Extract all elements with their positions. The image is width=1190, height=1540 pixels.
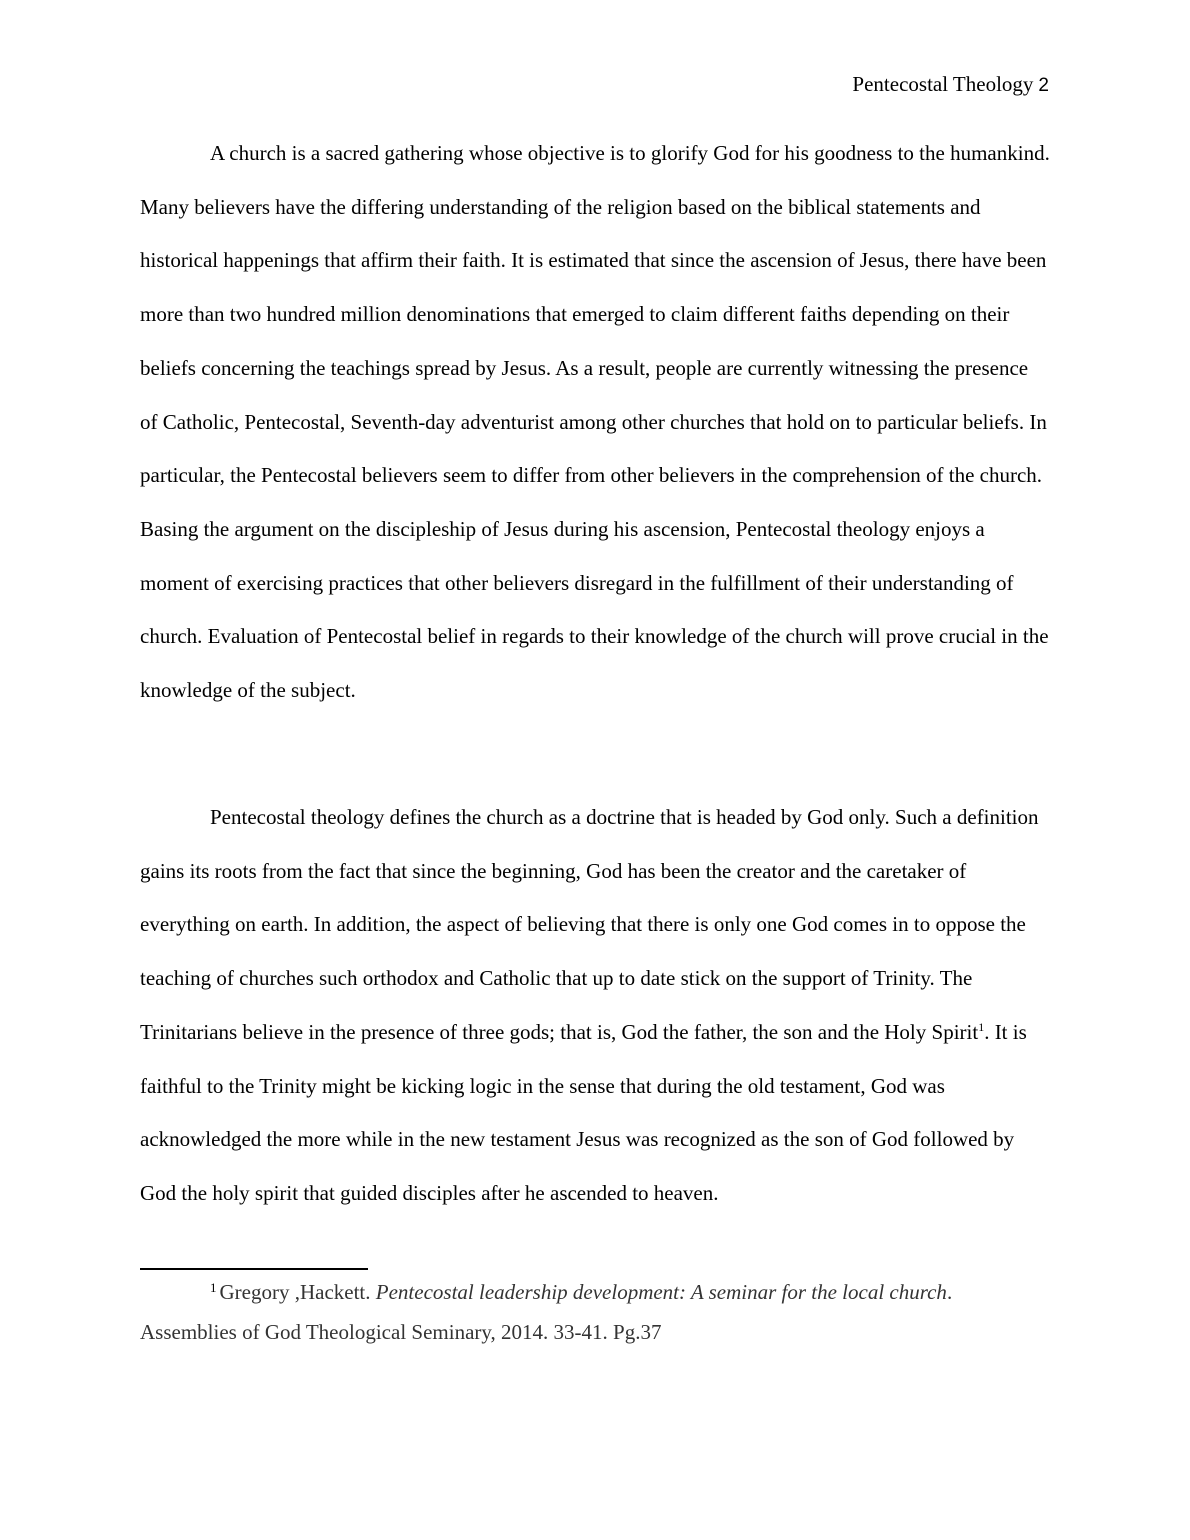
footnote-marker: 1: [210, 1280, 217, 1295]
running-header: [852, 70, 1049, 100]
footnote-reference[interactable]: 1: [978, 1019, 985, 1034]
footnote-title: Pentecostal leadership development: A seminar for the local church: [375, 1280, 947, 1304]
running-title: Pentecostal Theology: [852, 72, 1034, 96]
page-number: 2: [1038, 75, 1049, 96]
paragraph-text-after-ref: . It is faithful to the Trinity might be kicking logic in the sense that during the old testament, God was acknowledged the more while in the new testament Jesus was recognized as the son of God followed by God the holy spirit that guided disciples after he ascended to heaven.: [140, 1019, 1027, 1205]
footnote-source: . Assemblies of God Theological Seminary, 2014. 33-41. Pg.37: [140, 1280, 953, 1344]
body-paragraph-2-container: [140, 791, 1050, 1221]
body-paragraph: [140, 791, 1050, 1221]
footnote-separator: [140, 1268, 368, 1270]
body-paragraph-1-container: [140, 127, 1050, 718]
footnote: [140, 1272, 1050, 1352]
paragraph-text-before-ref: Pentecostal theology defines the church as a doctrine that is headed by God only. Such a definition gains its roots from the fact that since the beginning, God has been the creator and the caretaker of everything on earth. In addition, the aspect of believing that there is only one God comes in to oppose the teaching of churches such orthodox and Catholic that up to date stick on the support of Trinity. The Trinitarians believe in the presence of three gods; that is, God the father, the son and the Holy Spirit: [140, 805, 1039, 1044]
body-paragraph: A church is a sacred gathering whose objective is to glorify God for his goodness to the humankind. Many believers have the differing understanding of the religion based on the biblical statements and historical happenings that affirm their faith. It is estimated that since the ascension of Jesus, there have been more than two hundred million denominations that emerged to claim different faiths depending on their beliefs concerning the teachings spread by Jesus. As a result, people are currently witnessing the presence of Catholic, Pentecostal, Seventh-day adventurist among other churches that hold on to particular beliefs. In particular, the Pentecostal believers seem to differ from other believers in the comprehension of the church. Basing the argument on the discipleship of Jesus during his ascension, Pentecostal theology enjoys a moment of exercising practices that other believers disregard in the fulfillment of their understanding of church. Evaluation of Pentecostal belief in regards to their knowledge of the church will prove crucial in the knowledge of the subject.: [140, 141, 1050, 703]
footnote-author: Gregory ,Hackett.: [219, 1280, 376, 1304]
